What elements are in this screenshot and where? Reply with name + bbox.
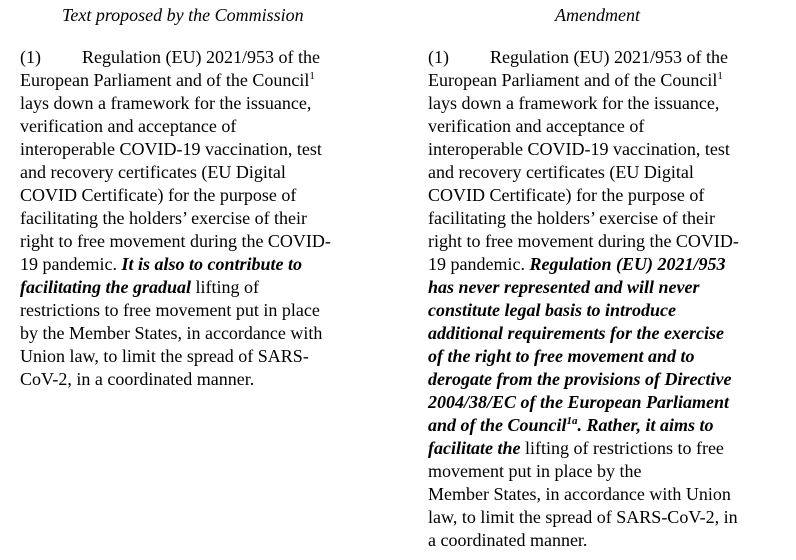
text-segment: right to free movement during the COVID- bbox=[20, 231, 331, 251]
text-segment: . Rather, it aims to bbox=[577, 415, 714, 435]
text-line bbox=[428, 115, 788, 138]
footnote-marker: 1 bbox=[309, 70, 315, 82]
footnote-marker: 1a bbox=[566, 415, 578, 427]
text-line bbox=[20, 322, 380, 345]
text-line bbox=[428, 69, 788, 92]
footnote-marker: 1 bbox=[717, 70, 723, 82]
text-segment: movement put in place by the bbox=[428, 461, 642, 481]
text-line bbox=[428, 253, 788, 276]
text-line bbox=[428, 92, 788, 115]
text-segment: 19 pandemic. bbox=[20, 254, 122, 274]
left-column-text bbox=[20, 46, 380, 391]
text-line bbox=[428, 161, 788, 184]
text-line bbox=[428, 184, 788, 207]
text-segment: of the right to free movement and to bbox=[428, 346, 695, 366]
right-column-text bbox=[428, 46, 788, 552]
text-line bbox=[428, 368, 788, 391]
text-segment: interoperable COVID-19 vaccination, test bbox=[428, 139, 730, 159]
text-segment: Union law, to limit the spread of SARS- bbox=[20, 346, 309, 366]
text-line bbox=[20, 207, 380, 230]
text-line bbox=[20, 253, 380, 276]
text-segment: It is also to contribute to bbox=[121, 254, 303, 274]
text-line bbox=[20, 138, 380, 161]
text-line bbox=[20, 230, 380, 253]
text-line bbox=[428, 483, 788, 506]
text-line bbox=[428, 345, 788, 368]
text-segment: constitute legal basis to introduce bbox=[428, 300, 677, 320]
text-segment: 19 pandemic. bbox=[428, 254, 530, 274]
text-segment: derogate from the provisions of Directive bbox=[428, 369, 732, 389]
text-segment: facilitating the gradual bbox=[20, 277, 192, 297]
text-segment: facilitating the holders’ exercise of their bbox=[20, 208, 308, 228]
text-line bbox=[428, 460, 788, 483]
text-line bbox=[20, 345, 380, 368]
text-line bbox=[428, 207, 788, 230]
text-line bbox=[428, 46, 788, 69]
text-line bbox=[428, 299, 788, 322]
text-segment: additional requirements for the exercise bbox=[428, 323, 724, 343]
text-segment: lays down a framework for the issuance, bbox=[20, 93, 312, 113]
text-segment: 2004/38/EC of the European Parliament bbox=[428, 392, 730, 412]
text-segment: CoV-2, in a coordinated manner. bbox=[20, 369, 255, 389]
text-line bbox=[428, 437, 788, 460]
text-line bbox=[20, 299, 380, 322]
text-segment: European Parliament and of the Council bbox=[428, 70, 718, 90]
text-segment: a coordinated manner. bbox=[428, 530, 588, 550]
text-line bbox=[20, 115, 380, 138]
header-commission-text: Text proposed by the Commission bbox=[62, 5, 304, 25]
text-line bbox=[20, 69, 380, 92]
text-segment: and recovery certificates (EU Digital bbox=[428, 162, 694, 182]
text-segment: and of the Council bbox=[428, 415, 567, 435]
text-segment: law, to limit the spread of SARS-CoV-2, in bbox=[428, 507, 738, 527]
text-segment: facilitate the bbox=[428, 438, 521, 458]
text-line bbox=[20, 368, 380, 391]
text-segment: Member States, in accordance with Union bbox=[428, 484, 731, 504]
header-amendment: Amendment bbox=[555, 5, 640, 25]
text-line bbox=[428, 506, 788, 529]
text-segment: restrictions to free movement put in place bbox=[20, 300, 320, 320]
text-segment: COVID Certificate) for the purpose of bbox=[20, 185, 297, 205]
text-segment: interoperable COVID-19 vaccination, test bbox=[20, 139, 322, 159]
text-segment: right to free movement during the COVID- bbox=[428, 231, 739, 251]
text-segment: by the Member States, in accordance with bbox=[20, 323, 323, 343]
text-segment: European Parliament and of the Council bbox=[20, 70, 310, 90]
paragraph-number: (1) bbox=[428, 47, 449, 67]
text-segment: verification and acceptance of bbox=[20, 116, 237, 136]
text-segment: and recovery certificates (EU Digital bbox=[20, 162, 286, 182]
text-line bbox=[428, 230, 788, 253]
paragraph-number: (1) bbox=[20, 47, 41, 67]
text-line bbox=[428, 322, 788, 345]
text-segment: lifting of restrictions to free bbox=[520, 438, 724, 458]
text-line bbox=[428, 391, 788, 414]
text-segment: Regulation (EU) 2021/953 of the bbox=[490, 47, 728, 67]
text-segment: COVID Certificate) for the purpose of bbox=[428, 185, 705, 205]
text-line bbox=[20, 161, 380, 184]
text-line bbox=[428, 414, 788, 437]
text-segment: Regulation (EU) 2021/953 bbox=[529, 254, 726, 274]
text-line bbox=[20, 92, 380, 115]
text-line bbox=[428, 138, 788, 161]
text-line bbox=[20, 46, 380, 69]
text-line bbox=[428, 276, 788, 299]
text-segment: facilitating the holders’ exercise of their bbox=[428, 208, 716, 228]
text-line bbox=[20, 276, 380, 299]
text-segment: verification and acceptance of bbox=[428, 116, 645, 136]
text-line bbox=[20, 184, 380, 207]
text-segment: lays down a framework for the issuance, bbox=[428, 93, 720, 113]
text-segment: has never represented and will never bbox=[428, 277, 700, 297]
text-segment: Regulation (EU) 2021/953 of the bbox=[82, 47, 320, 67]
text-segment: lifting of bbox=[191, 277, 260, 297]
text-line bbox=[428, 529, 788, 552]
